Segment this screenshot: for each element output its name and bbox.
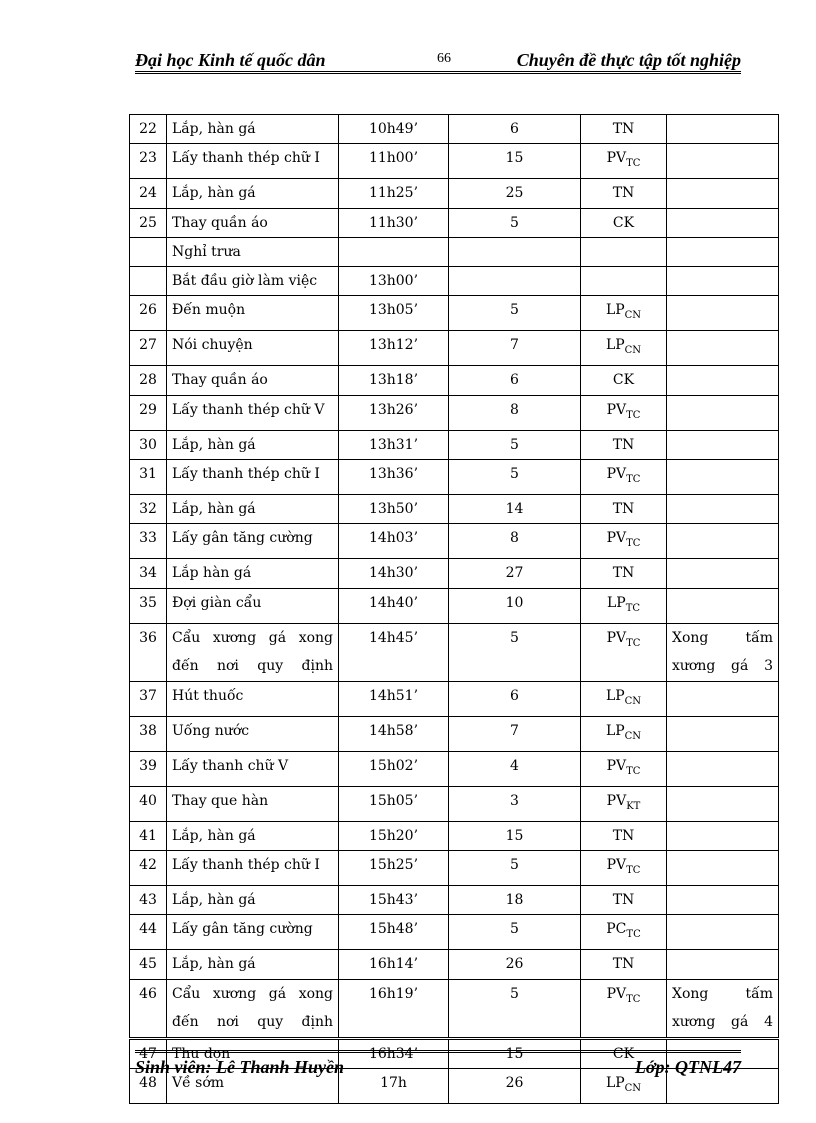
row-number-cell: 33: [130, 524, 167, 559]
category-code-cell: [581, 786, 667, 821]
time-cell: 13h00’: [339, 267, 449, 296]
table-row: [130, 559, 779, 588]
category-code: PV: [606, 150, 627, 167]
activity-cell: Lắp, hàn gá: [167, 950, 339, 979]
table-row: [130, 267, 779, 296]
table-row: [130, 786, 779, 821]
activity-cell: Cẩu xương gá xong đến nơi quy định: [167, 979, 339, 1038]
activity-cell: Lấy thanh thép chữ V: [167, 395, 339, 430]
note-cell: [667, 460, 779, 495]
category-code: TN: [612, 565, 635, 582]
row-number-cell: 34: [130, 559, 167, 588]
table-row: [130, 524, 779, 559]
row-number-cell: 46: [130, 979, 167, 1038]
note-cell: [667, 430, 779, 459]
category-code-cell: [581, 331, 667, 366]
category-code-cell: [581, 885, 667, 914]
activity-cell: Lắp, hàn gá: [167, 430, 339, 459]
table-row: [130, 460, 779, 495]
row-number-cell: 42: [130, 850, 167, 885]
category-code-cell: [581, 179, 667, 208]
activity-cell: Cẩu xương gá xong đến nơi quy định: [167, 623, 339, 681]
row-number-cell: 23: [130, 144, 167, 179]
category-code-cell: [581, 296, 667, 331]
category-code: TN: [612, 436, 635, 453]
activity-cell: Đến muộn: [167, 296, 339, 331]
row-number-cell: 31: [130, 460, 167, 495]
category-code-cell: [581, 850, 667, 885]
category-subscript: KT: [626, 800, 641, 812]
category-code: TN: [612, 121, 635, 137]
activity-cell: Thay quần áo: [167, 366, 339, 395]
activity-cell: Lắp, hàn gá: [167, 885, 339, 914]
time-cell: 16h34’: [339, 1038, 449, 1068]
time-cell: 13h26’: [339, 395, 449, 430]
table-row: [130, 821, 779, 850]
time-cell: 13h36’: [339, 460, 449, 495]
note-cell: [667, 850, 779, 885]
duration-cell: 5: [449, 460, 581, 495]
category-code-cell: [581, 979, 667, 1038]
activity-cell: Thay que hàn: [167, 786, 339, 821]
duration-cell: 4: [449, 751, 581, 786]
activity-cell: Hút thuốc: [167, 681, 339, 716]
row-number-cell: 39: [130, 751, 167, 786]
duration-cell: [449, 267, 581, 296]
category-subscript: TC: [625, 602, 641, 614]
duration-cell: 7: [449, 716, 581, 751]
time-cell: [339, 237, 449, 266]
row-number-cell: [130, 267, 167, 296]
category-code-cell: [581, 821, 667, 850]
note-cell: [667, 751, 779, 786]
table-row: [130, 331, 779, 366]
category-code: TN: [612, 827, 635, 844]
time-cell: 14h40’: [339, 588, 449, 623]
duration-cell: 14: [449, 495, 581, 524]
table-row: [130, 885, 779, 914]
activity-cell: Bắt đầu giờ làm việc: [167, 267, 339, 296]
note-cell: [667, 821, 779, 850]
duration-cell: 6: [449, 366, 581, 395]
note-cell: [667, 885, 779, 914]
category-subscript: CN: [624, 695, 642, 707]
note-cell: [667, 950, 779, 979]
duration-cell: 5: [449, 296, 581, 331]
document-type: Chuyên đề thực tập tốt nghiệp: [516, 50, 741, 70]
time-cell: 13h18’: [339, 366, 449, 395]
row-number-cell: 26: [130, 296, 167, 331]
category-code: LP: [605, 337, 625, 354]
row-number-cell: 37: [130, 681, 167, 716]
page-footer: [135, 1050, 741, 1083]
activity-cell: Lấy gân tăng cường: [167, 915, 339, 950]
time-cell: 15h25’: [339, 850, 449, 885]
duration-cell: 5: [449, 623, 581, 681]
category-code-cell: [581, 950, 667, 979]
category-subscript: TC: [626, 474, 641, 486]
note-cell: [667, 786, 779, 821]
note-cell: [667, 237, 779, 266]
note-cell: [667, 395, 779, 430]
category-code: LP: [605, 302, 625, 319]
table-row: [130, 208, 779, 237]
duration-cell: 8: [449, 524, 581, 559]
category-code-cell: [581, 395, 667, 430]
note-cell: [667, 267, 779, 296]
class-code: Lớp: QTNL47: [634, 1057, 741, 1077]
category-code: CK: [612, 1045, 635, 1062]
category-code-cell: [581, 237, 667, 266]
time-cell: 13h50’: [339, 495, 449, 524]
category-subscript: TC: [626, 538, 641, 550]
university-name: Đại học Kinh tế quốc dân: [135, 50, 326, 70]
row-number-cell: 28: [130, 366, 167, 395]
activity-cell: Lắp, hàn gá: [167, 821, 339, 850]
note-cell: [667, 681, 779, 716]
activity-cell: Lắp, hàn gá: [167, 179, 339, 208]
category-code-cell: [581, 681, 667, 716]
category-code-cell: [581, 267, 667, 296]
table-row: [130, 623, 779, 681]
table-body: [130, 115, 779, 1104]
table-row: [130, 681, 779, 716]
category-code: TN: [612, 501, 635, 518]
category-code-cell: [581, 366, 667, 395]
activity-cell: Nói chuyện: [167, 331, 339, 366]
table-row: [130, 850, 779, 885]
time-cell: 15h02’: [339, 751, 449, 786]
duration-cell: 27: [449, 559, 581, 588]
category-code: PV: [606, 530, 627, 547]
category-code: LP: [605, 687, 625, 704]
duration-cell: 15: [449, 1038, 581, 1068]
note-cell: Xong tấm xương gá 3: [667, 623, 779, 681]
duration-cell: 5: [449, 208, 581, 237]
time-cell: 15h43’: [339, 885, 449, 914]
activity-cell: Về sớm: [167, 1068, 339, 1103]
table-row: [130, 950, 779, 979]
time-cell: 15h48’: [339, 915, 449, 950]
table-row: [130, 296, 779, 331]
duration-cell: 5: [449, 850, 581, 885]
activity-cell: Lấy thanh thép chữ I: [167, 460, 339, 495]
table-row: [130, 915, 779, 950]
time-cell: 13h31’: [339, 430, 449, 459]
category-code: CK: [612, 214, 635, 231]
category-code-cell: [581, 144, 667, 179]
table-row: [130, 144, 779, 179]
time-cell: 11h30’: [339, 208, 449, 237]
category-code: PV: [606, 757, 627, 774]
duration-cell: 5: [449, 430, 581, 459]
category-code-cell: [581, 559, 667, 588]
category-subscript: TC: [626, 158, 641, 170]
duration-cell: 5: [449, 915, 581, 950]
duration-cell: 15: [449, 144, 581, 179]
time-cell: 14h03’: [339, 524, 449, 559]
duration-cell: 25: [449, 179, 581, 208]
time-cell: 16h14’: [339, 950, 449, 979]
time-cell: 14h45’: [339, 623, 449, 681]
table-row: [130, 395, 779, 430]
note-cell: [667, 115, 779, 144]
activity-cell: Lắp hàn gá: [167, 559, 339, 588]
category-code-cell: [581, 430, 667, 459]
table-row: [130, 751, 779, 786]
row-number-cell: 40: [130, 786, 167, 821]
time-cell: 16h19’: [339, 979, 449, 1038]
time-cell: 11h25’: [339, 179, 449, 208]
row-number-cell: 45: [130, 950, 167, 979]
duration-cell: 8: [449, 395, 581, 430]
activity-cell: Lắp, hàn gá: [167, 495, 339, 524]
duration-cell: 15: [449, 821, 581, 850]
row-number-cell: 47: [130, 1038, 167, 1068]
note-cell: [667, 208, 779, 237]
category-code: TN: [612, 891, 635, 908]
note-cell: [667, 366, 779, 395]
row-number-cell: 41: [130, 821, 167, 850]
time-cell: 17h: [339, 1068, 449, 1103]
category-code: PC: [606, 921, 627, 938]
note-cell: Xong tấm xương gá 4: [667, 979, 779, 1038]
row-number-cell: 38: [130, 716, 167, 751]
category-subscript: TC: [626, 409, 641, 421]
table-row: [130, 495, 779, 524]
category-subscript: TC: [626, 864, 641, 876]
row-number-cell: 44: [130, 915, 167, 950]
duration-cell: 6: [449, 115, 581, 144]
table-row: [130, 979, 779, 1038]
note-cell: [667, 524, 779, 559]
row-number-cell: 32: [130, 495, 167, 524]
category-code-cell: [581, 623, 667, 681]
table-row: [130, 237, 779, 266]
note-cell: [667, 179, 779, 208]
time-observation-table: [129, 114, 779, 1104]
category-subscript: CN: [624, 345, 642, 357]
category-code: CK: [612, 372, 635, 389]
student-name: Sinh viên: Lê Thanh Huyền: [135, 1057, 345, 1077]
category-code-cell: [581, 115, 667, 144]
activity-cell: Đợi giàn cẩu: [167, 588, 339, 623]
category-subscript: TC: [626, 993, 641, 1005]
category-code: PV: [606, 629, 627, 646]
row-number-cell: 30: [130, 430, 167, 459]
category-code-cell: [581, 751, 667, 786]
activity-cell: Lấy thanh thép chữ I: [167, 850, 339, 885]
time-cell: 14h58’: [339, 716, 449, 751]
category-code: PV: [606, 985, 627, 1002]
category-code: TN: [612, 185, 635, 202]
category-subscript: CN: [624, 730, 642, 742]
category-code: PV: [606, 792, 627, 809]
duration-cell: 7: [449, 331, 581, 366]
table-row: [130, 115, 779, 144]
note-cell: [667, 495, 779, 524]
time-cell: 14h51’: [339, 681, 449, 716]
category-code: TN: [612, 956, 635, 973]
activity-cell: Uống nước: [167, 716, 339, 751]
table-row: [130, 366, 779, 395]
note-cell: [667, 296, 779, 331]
table-row: [130, 179, 779, 208]
activity-cell: Thu dọn: [167, 1038, 339, 1068]
row-number-cell: 25: [130, 208, 167, 237]
row-number-cell: 48: [130, 1068, 167, 1103]
category-code-cell: [581, 524, 667, 559]
duration-cell: 18: [449, 885, 581, 914]
activity-cell: Lấy thanh thép chữ I: [167, 144, 339, 179]
row-number-cell: 22: [130, 115, 167, 144]
row-number-cell: 29: [130, 395, 167, 430]
duration-cell: 5: [449, 979, 581, 1038]
time-cell: 15h20’: [339, 821, 449, 850]
category-subscript: CN: [624, 1082, 642, 1094]
time-cell: 10h49’: [339, 115, 449, 144]
category-code-cell: [581, 588, 667, 623]
duration-cell: 3: [449, 786, 581, 821]
activity-cell: Lấy thanh chữ V: [167, 751, 339, 786]
category-subscript: TC: [626, 765, 641, 777]
duration-cell: 10: [449, 588, 581, 623]
activity-cell: Nghỉ trưa: [167, 237, 339, 266]
duration-cell: 6: [449, 681, 581, 716]
row-number-cell: 35: [130, 588, 167, 623]
activity-cell: Lấy gân tăng cường: [167, 524, 339, 559]
activity-cell: Thay quần áo: [167, 208, 339, 237]
page-header: [135, 48, 741, 74]
note-cell: [667, 144, 779, 179]
category-code: PV: [606, 401, 627, 418]
category-subscript: CN: [624, 310, 642, 322]
table-row: [130, 588, 779, 623]
category-code: LP: [605, 722, 625, 739]
category-subscript: TC: [626, 637, 641, 649]
time-cell: 13h12’: [339, 331, 449, 366]
time-cell: 11h00’: [339, 144, 449, 179]
category-code-cell: [581, 460, 667, 495]
page-number: 66: [437, 51, 451, 66]
row-number-cell: 43: [130, 885, 167, 914]
category-code-cell: [581, 208, 667, 237]
time-cell: 15h05’: [339, 786, 449, 821]
note-cell: [667, 588, 779, 623]
category-code-cell: [581, 915, 667, 950]
category-code: PV: [606, 466, 627, 483]
time-cell: 14h30’: [339, 559, 449, 588]
category-code: PV: [606, 856, 627, 873]
duration-cell: [449, 237, 581, 266]
category-code: LP: [605, 1074, 625, 1091]
table-row: [130, 716, 779, 751]
note-cell: [667, 559, 779, 588]
duration-cell: 26: [449, 950, 581, 979]
note-cell: [667, 915, 779, 950]
table-row: [130, 430, 779, 459]
note-cell: [667, 716, 779, 751]
category-subscript: TC: [626, 929, 641, 941]
time-cell: 13h05’: [339, 296, 449, 331]
row-number-cell: 27: [130, 331, 167, 366]
activity-cell: Lắp, hàn gá: [167, 115, 339, 144]
category-code: LP: [606, 594, 626, 611]
row-number-cell: [130, 237, 167, 266]
duration-cell: 26: [449, 1068, 581, 1103]
row-number-cell: 36: [130, 623, 167, 681]
note-cell: [667, 331, 779, 366]
category-code-cell: [581, 495, 667, 524]
category-code-cell: [581, 716, 667, 751]
row-number-cell: 24: [130, 179, 167, 208]
